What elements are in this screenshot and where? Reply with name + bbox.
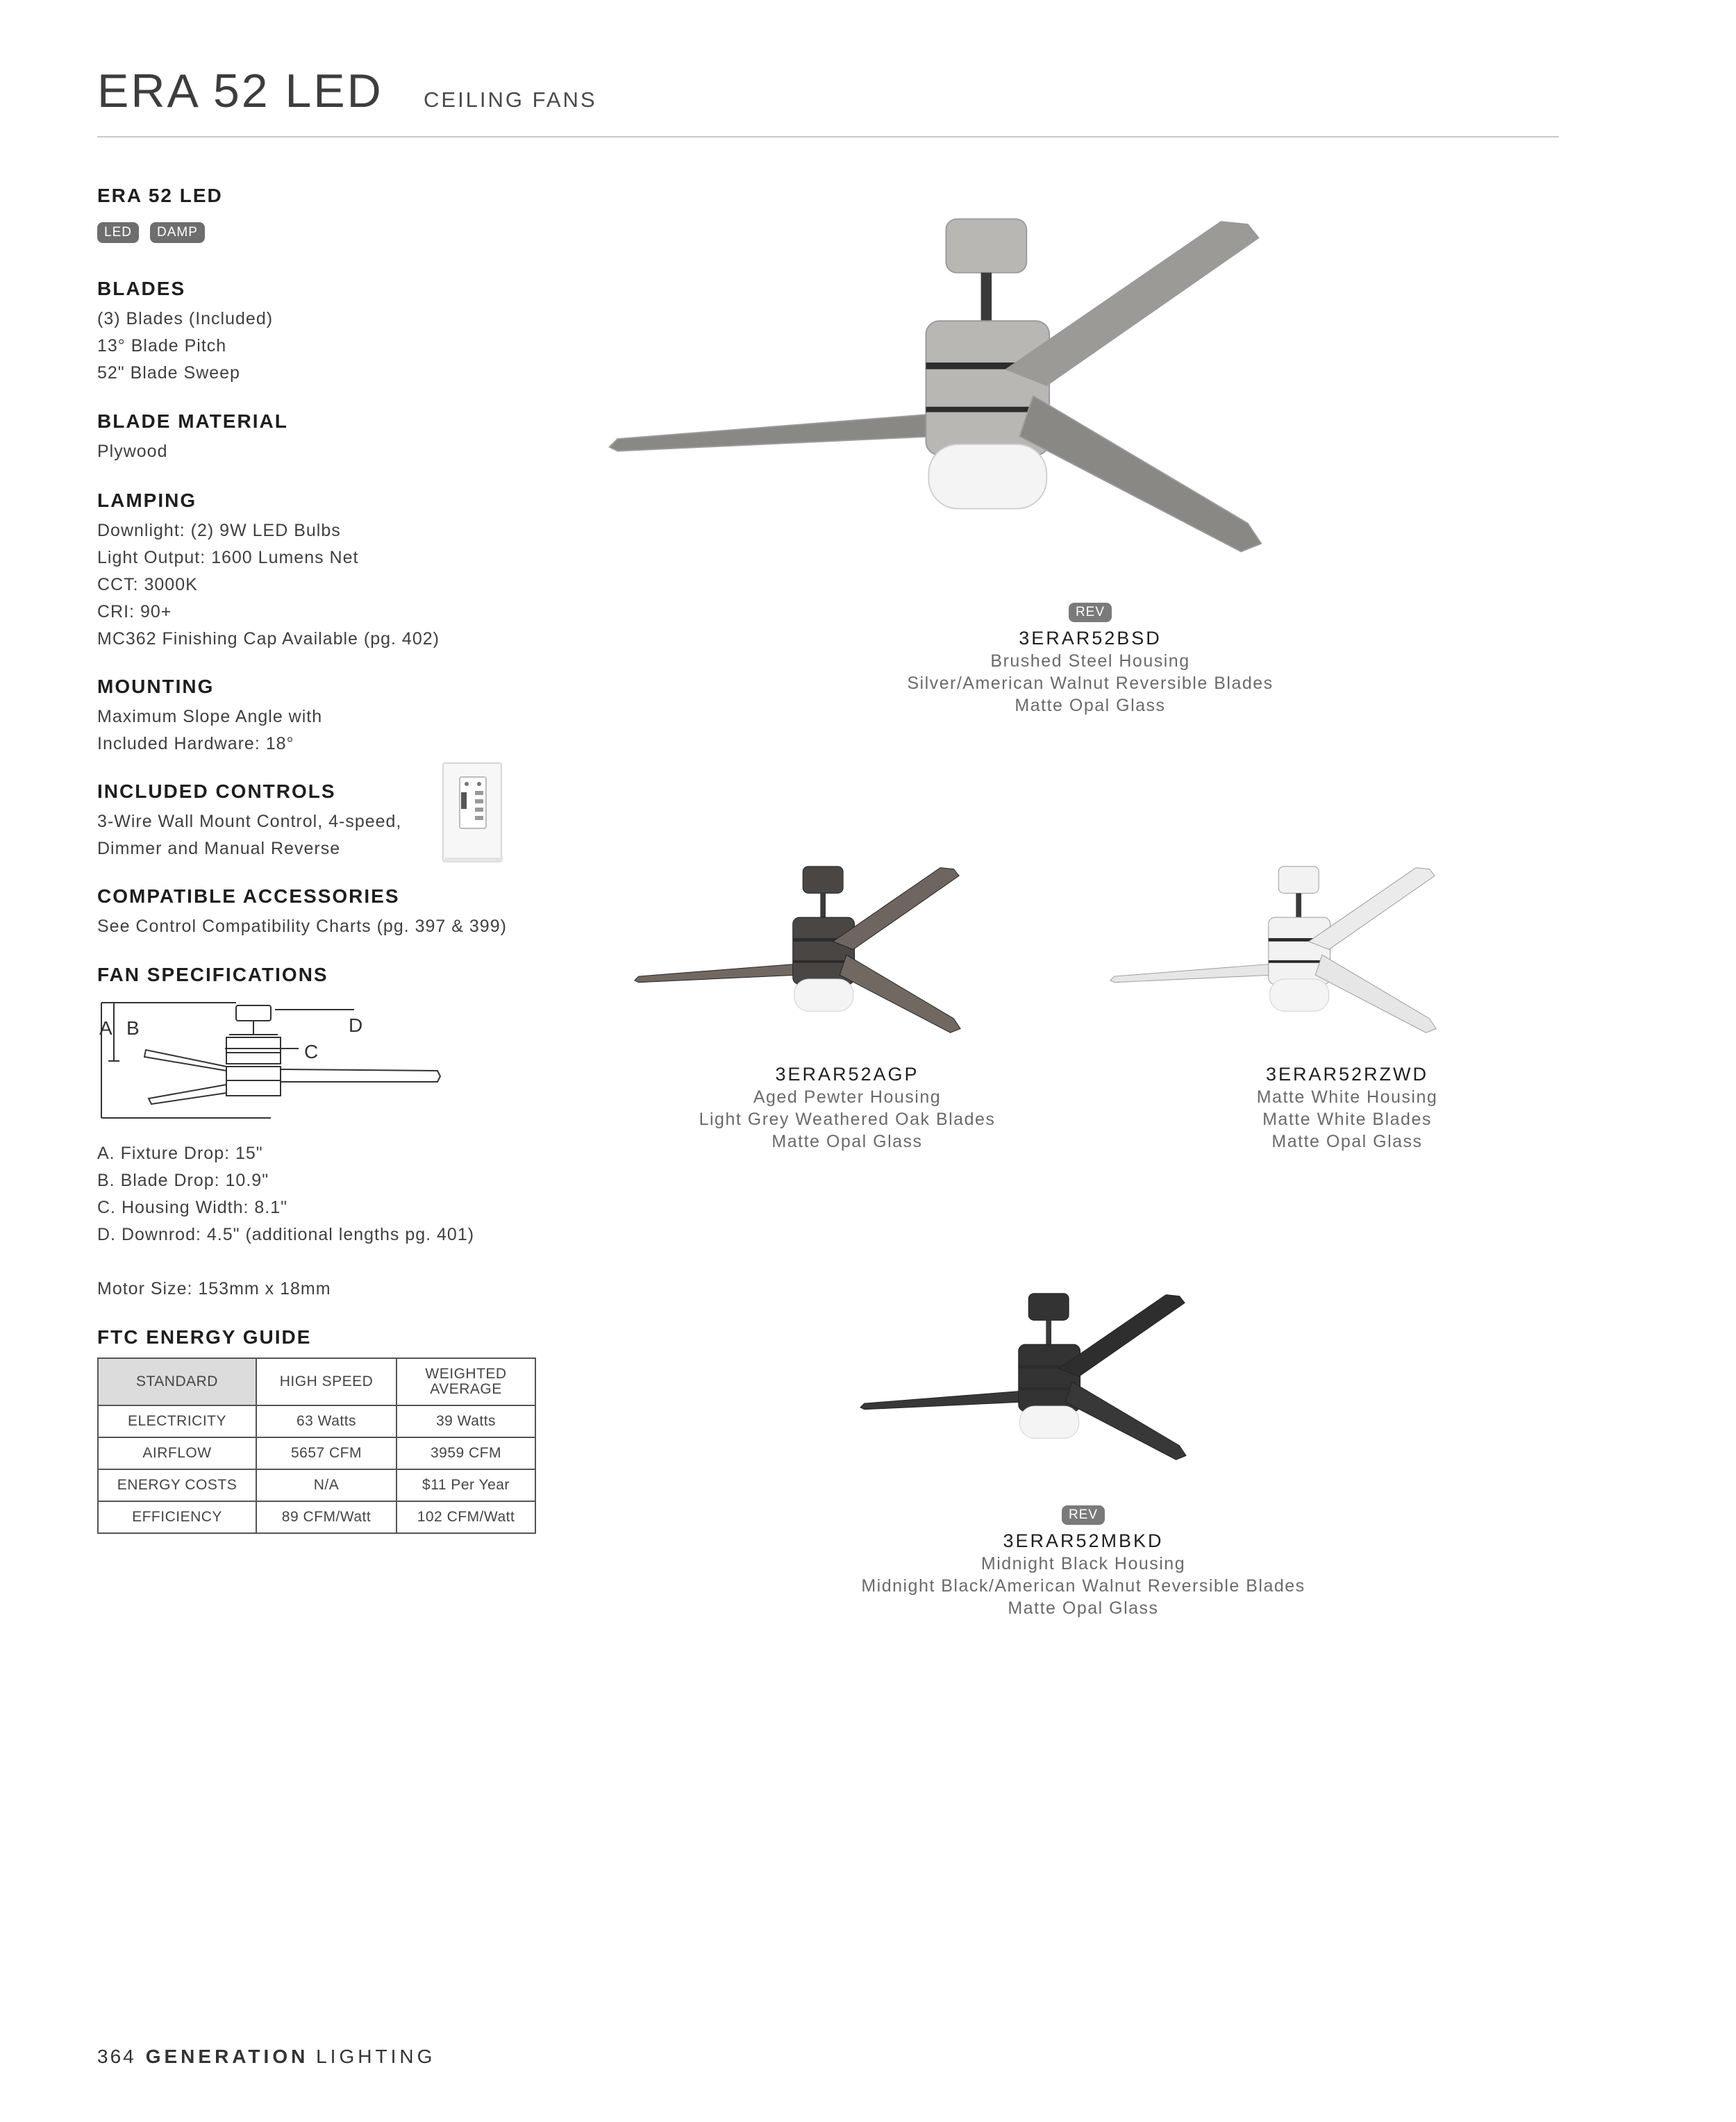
spec-line: Plywood (97, 442, 168, 461)
page-category: CEILING FANS (424, 87, 597, 112)
fan-image-3erar52bsd (590, 208, 1396, 597)
spec-line: A. Fixture Drop: 15" (97, 1144, 263, 1163)
fan-downrod (820, 893, 826, 917)
section-heading: COMPATIBLE ACCESSORIES (97, 885, 400, 907)
table-cell: ENERGY COSTS (98, 1469, 256, 1501)
fan-blade (1006, 222, 1258, 385)
page-number: 364 (97, 2046, 136, 2067)
motor-size: Motor Size: 153mm x 18mm (97, 1279, 331, 1298)
spec-line: See Control Compatibility Charts (pg. 397 & 399) (97, 917, 507, 936)
feature-badges (97, 222, 216, 243)
rev-badge: REV (1069, 603, 1112, 622)
table-header-cell: HIGH SPEED (256, 1358, 397, 1405)
fan-downrod (981, 273, 992, 321)
table-cell: 3959 CFM (397, 1437, 535, 1469)
led-badge: LED (97, 222, 139, 243)
compatible-accessories-section (97, 885, 507, 940)
product-sku: 3ERAR52AGP (775, 1064, 919, 1085)
spec-line: B. Blade Drop: 10.9" (97, 1171, 269, 1190)
product-desc-line: Matte Opal Glass (1271, 1132, 1423, 1151)
fan-downrod (1296, 893, 1301, 917)
spec-line: CRI: 90+ (97, 602, 172, 621)
dim-label-d: D (349, 1014, 363, 1036)
product-desc-line: Midnight Black/American Walnut Reversible Blades (861, 1576, 1305, 1596)
fan-image-3erar52mbkd (851, 1288, 1253, 1482)
header-divider (97, 136, 1559, 137)
spec-line: Maximum Slope Angle with (97, 707, 323, 726)
section-heading: INCLUDED CONTROLS (97, 780, 336, 802)
section-heading: LAMPING (97, 490, 197, 511)
blade-material-section (97, 410, 288, 465)
product-name: ERA 52 LED (97, 185, 223, 206)
product-sku: 3ERAR52RZWD (1265, 1064, 1429, 1085)
product-desc-line: Midnight Black Housing (980, 1554, 1186, 1573)
fan-image-3erar52agp (625, 861, 1028, 1055)
product-desc-line: Matte White Blades (1262, 1110, 1432, 1129)
fan-specifications-heading: FAN SPECIFICATIONS (97, 964, 328, 985)
product-desc-line: Light Grey Weathered Oak Blades (699, 1110, 996, 1129)
energy-guide-table (97, 1357, 536, 1534)
product-sku: 3ERAR52MBKD (1003, 1530, 1164, 1551)
section-heading: BLADES (97, 278, 186, 299)
fan-blade (833, 868, 960, 950)
fan-image-3erar52rzwd (1101, 861, 1503, 1055)
fan-canopy (1278, 867, 1319, 894)
product-caption-3erar52rzwd (1139, 1062, 1555, 1153)
included-controls-section (97, 780, 401, 862)
fan-blade (1065, 1382, 1186, 1460)
table-row (98, 1501, 535, 1533)
spec-line: Included Hardware: 18° (97, 734, 294, 753)
table-row (98, 1437, 535, 1469)
product-desc-line: Aged Pewter Housing (753, 1087, 942, 1107)
fan-light-glass (1020, 1406, 1079, 1438)
blades-section (97, 278, 273, 387)
product-desc-line: Silver/American Walnut Reversible Blades (907, 674, 1274, 693)
fan-downrod (1046, 1320, 1051, 1344)
fan-canopy (803, 867, 843, 894)
fan-blade (1309, 868, 1435, 950)
product-desc-line: Matte Opal Glass (1008, 1598, 1159, 1618)
table-cell: N/A (256, 1469, 397, 1501)
brand-name-light: LIGHTING (316, 2046, 436, 2067)
product-caption-3erar52bsd (833, 603, 1347, 717)
product-desc-line: Matte White Housing (1256, 1087, 1438, 1107)
mounting-section (97, 676, 322, 758)
spec-line: (3) Blades (Included) (97, 309, 274, 328)
spec-line: D. Downrod: 4.5" (additional lengths pg. 401) (97, 1225, 475, 1244)
fan-blade (1315, 955, 1436, 1033)
table-cell: $11 Per Year (397, 1469, 535, 1501)
table-row (98, 1405, 535, 1437)
table-row (98, 1469, 535, 1501)
spec-line: Downlight: (2) 9W LED Bulbs (97, 521, 341, 540)
table-cell: 5657 CFM (256, 1437, 397, 1469)
table-header-row (98, 1358, 535, 1405)
fan-light-glass (794, 979, 853, 1011)
fan-blade (1059, 1295, 1185, 1377)
spec-line: CCT: 3000K (97, 575, 198, 594)
product-desc-line: Matte Opal Glass (1015, 696, 1166, 715)
table-cell: EFFICIENCY (98, 1501, 256, 1533)
table-cell: 102 CFM/Watt (397, 1501, 535, 1533)
dim-label-c: C (304, 1041, 319, 1062)
energy-guide-heading: FTC ENERGY GUIDE (97, 1326, 312, 1348)
lamping-section (97, 490, 440, 653)
table-cell: 89 CFM/Watt (256, 1501, 397, 1533)
brand-name-bold: GENERATION (145, 2046, 309, 2067)
table-header-cell: WEIGHTED AVERAGE (397, 1358, 535, 1405)
fan-dimension-diagram (97, 993, 458, 1125)
dimensions-list (97, 1140, 474, 1303)
dim-label-a: A (99, 1017, 112, 1039)
wall-control-image (442, 760, 504, 864)
product-caption-3erar52mbkd (806, 1505, 1361, 1619)
spec-line: 3-Wire Wall Mount Control, 4-speed, (97, 812, 402, 831)
spec-line: MC362 Finishing Cap Available (pg. 402) (97, 629, 440, 649)
fan-canopy (946, 219, 1026, 272)
fan-blade (840, 955, 960, 1033)
table-header-cell: STANDARD (98, 1358, 256, 1405)
table-cell: 39 Watts (397, 1405, 535, 1437)
table-cell: 63 Watts (256, 1405, 397, 1437)
product-caption-3erar52agp (611, 1062, 1083, 1153)
product-desc-line: Matte Opal Glass (771, 1132, 923, 1151)
page-title: ERA 52 LED (97, 65, 383, 117)
fan-canopy (1028, 1294, 1069, 1321)
spec-line: C. Housing Width: 8.1" (97, 1198, 288, 1217)
damp-badge: DAMP (150, 222, 205, 243)
table-cell: ELECTRICITY (98, 1405, 256, 1437)
rev-badge: REV (1062, 1505, 1105, 1525)
page-footer (97, 2046, 435, 2068)
table-cell: AIRFLOW (98, 1437, 256, 1469)
fan-light-glass (928, 444, 1046, 509)
spec-line: 52" Blade Sweep (97, 363, 240, 383)
section-heading: MOUNTING (97, 676, 215, 697)
product-desc-line: Brushed Steel Housing (990, 651, 1190, 671)
spec-line: 13° Blade Pitch (97, 336, 227, 356)
product-sku: 3ERAR52BSD (1019, 628, 1162, 649)
spec-line: Light Output: 1600 Lumens Net (97, 548, 359, 567)
fan-light-glass (1270, 979, 1329, 1011)
section-heading: BLADE MATERIAL (97, 410, 288, 432)
dim-label-b: B (126, 1017, 140, 1039)
fan-blade (1020, 396, 1262, 551)
spec-line: Dimmer and Manual Reverse (97, 839, 341, 858)
